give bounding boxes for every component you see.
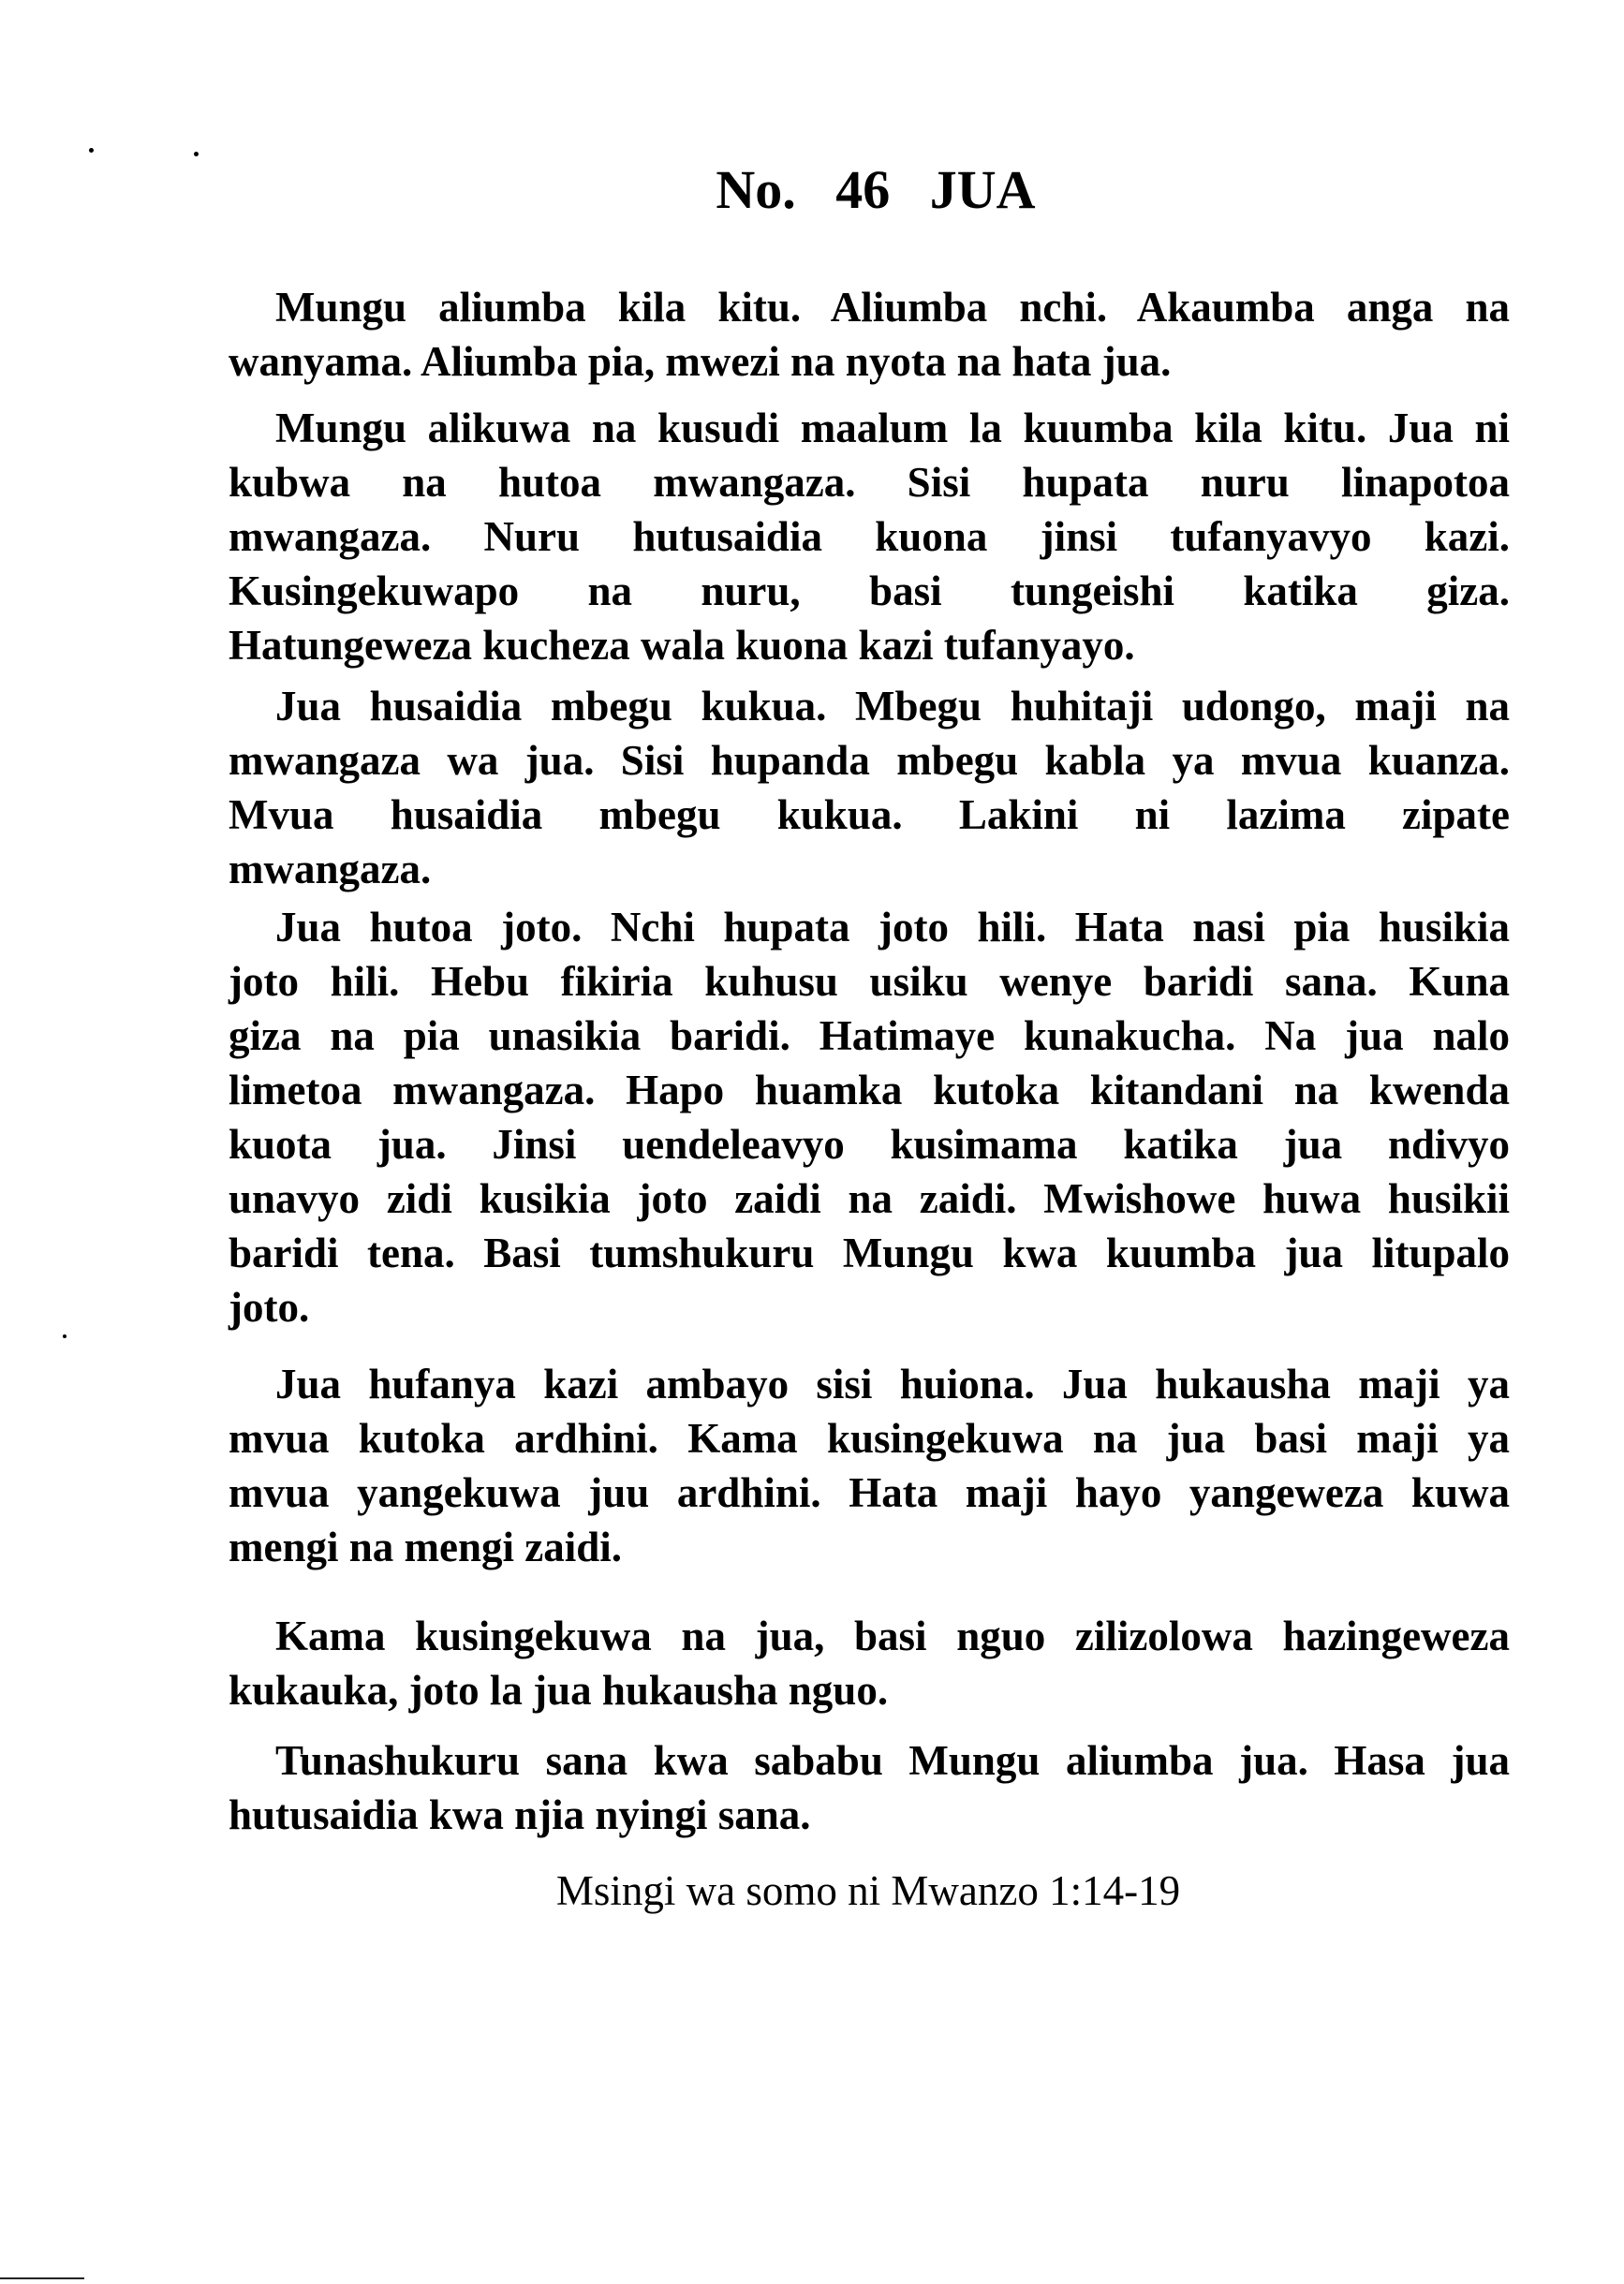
text-line: limetoa mwangaza. Hapo huamka kutoka kitandani na kwenda	[229, 1067, 1510, 1113]
text-line: Kusingekuwapo na nuru, basi tungeishi katika giza.	[229, 567, 1510, 614]
paragraph	[229, 401, 1510, 672]
text-line: Jua hufanya kazi ambayo sisi huiona. Jua hukausha maji ya	[275, 1361, 1510, 1407]
paragraph	[229, 900, 1510, 1334]
paragraph	[229, 1733, 1510, 1842]
text-line: Tunashukuru sana kwa sababu Mungu aliumba jua. Hasa jua	[275, 1737, 1510, 1784]
text-line: wanyama. Aliumba pia, mwezi na nyota na hata jua.	[229, 338, 1172, 385]
text-line: Mungu aliumba kila kitu. Aliumba nchi. Akaumba anga na	[275, 284, 1510, 331]
text-line: hutusaidia kwa njia nyingi sana.	[229, 1791, 811, 1838]
text-line: giza na pia unasikia baridi. Hatimaye kunakucha. Na jua nalo	[229, 1012, 1510, 1059]
scan-speck	[194, 152, 199, 156]
text-line: Mvua husaidia mbegu kukua. Lakini ni lazima zipate	[229, 791, 1510, 838]
text-line: baridi tena. Basi tumshukuru Mungu kwa kuumba jua litupalo	[229, 1230, 1510, 1276]
text-line: joto.	[229, 1284, 310, 1331]
scan-speck	[89, 148, 94, 153]
text-line: mvua kutoka ardhini. Kama kusingekuwa na jua basi maji ya	[229, 1415, 1510, 1462]
paragraph	[229, 1609, 1510, 1717]
text-line: Hatungeweza kucheza wala kuona kazi tufanyayo.	[229, 622, 1135, 669]
text-line: mwangaza. Nuru hutusaidia kuona jinsi tufanyavyo kazi.	[229, 513, 1510, 560]
text-line: joto hili. Hebu fikiria kuhusu usiku wenye baridi sana. Kuna	[229, 958, 1510, 1005]
text-line: Mungu alikuwa na kusudi maalum la kuumba kila kitu. Jua ni	[275, 405, 1510, 451]
scan-edge-line	[0, 2277, 84, 2279]
scan-speck	[63, 1334, 66, 1338]
text-line: kukauka, joto la jua hukausha nguo.	[229, 1667, 889, 1714]
text-line: Jua husaidia mbegu kukua. Mbegu huhitaji udongo, maji na	[275, 683, 1510, 729]
text-line: Jua hutoa joto. Nchi hupata joto hili. Hata nasi pia husikia	[275, 904, 1510, 950]
text-line: Kama kusingekuwa na jua, basi nguo zilizolowa hazingeweza	[275, 1613, 1510, 1659]
text-line: mwangaza.	[229, 846, 432, 892]
paragraph	[229, 1357, 1510, 1574]
text-line: kuota jua. Jinsi uendeleavyo kusimama katika jua ndivyo	[229, 1121, 1510, 1168]
text-line: mwangaza wa jua. Sisi hupanda mbegu kabla ya mvua kuanza.	[229, 737, 1510, 784]
paragraph	[229, 280, 1510, 389]
text-line: unavyo zidi kusikia joto zaidi na zaidi. Mwishowe huwa husikii	[229, 1175, 1510, 1222]
text-line: kubwa na hutoa mwangaza. Sisi hupata nuru linapotoa	[229, 459, 1510, 506]
text-line: mengi na mengi zaidi.	[229, 1524, 623, 1570]
lesson-title: No. 46 JUA	[716, 159, 1036, 220]
scripture-reference: Msingi wa somo ni Mwanzo 1:14-19	[555, 1867, 1181, 1914]
paragraph	[229, 679, 1510, 896]
text-line: mvua yangekuwa juu ardhini. Hata maji hayo yangeweza kuwa	[229, 1469, 1510, 1516]
